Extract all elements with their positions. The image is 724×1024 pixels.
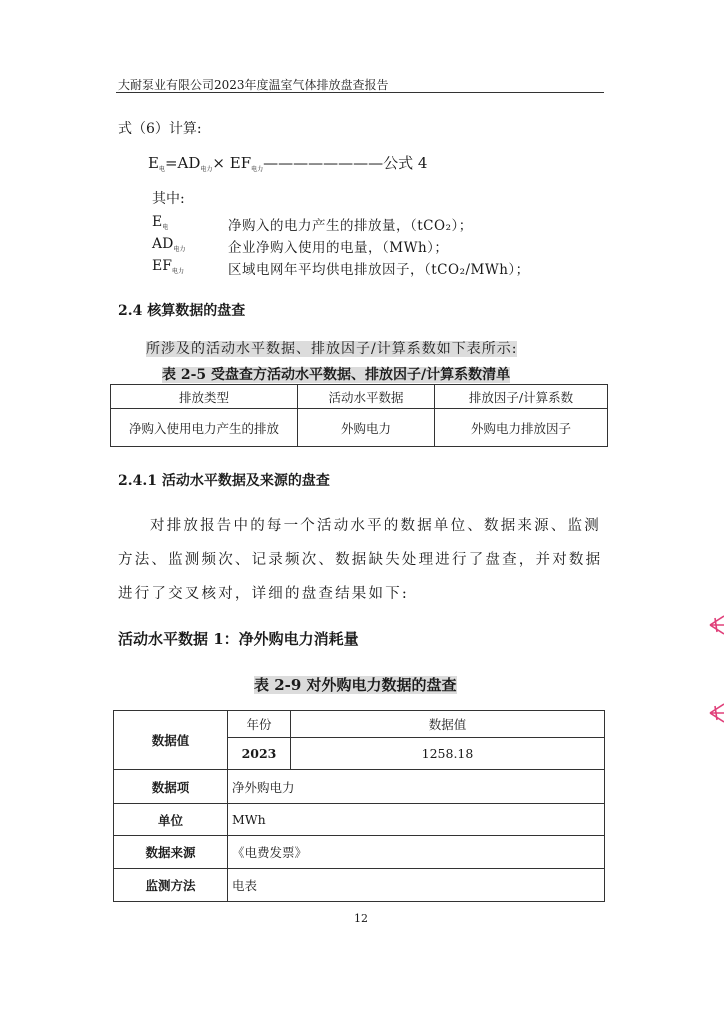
section-2-4-1-heading: 2.4.1 活动水平数据及来源的盘查: [118, 473, 330, 489]
section-2-4-intro: [146, 338, 517, 358]
row-label: 单位: [114, 804, 228, 836]
formula-e: E: [148, 154, 159, 172]
formula-ef-sub: 电力: [251, 166, 264, 173]
where-label: 其中:: [152, 191, 185, 207]
table-2-9-caption: [254, 674, 457, 695]
table-2-5-caption-text: 表 2-5 受盘查方活动水平数据、排放因子/计算系数清单: [162, 367, 511, 383]
header-title: 大耐泵业有限公司2023年度温室气体排放盘查报告: [118, 78, 389, 92]
table-2-5-header-cell: 排放因子/计算系数: [435, 385, 608, 409]
variable-e-desc: 净购入的电力产生的排放量，（tCO₂）；: [228, 218, 473, 234]
variable-e: [152, 214, 168, 231]
page-number: 12: [354, 912, 368, 925]
row-value: MWh: [228, 804, 605, 836]
variable-ef: [152, 258, 184, 275]
header-divider: [116, 92, 604, 93]
variable-ad-desc: 企业净购入使用的电量，（MWh）；: [228, 240, 449, 256]
table-2-9-row: [114, 836, 605, 869]
row-label: 数据项: [114, 770, 228, 804]
year-value: 2023: [228, 738, 291, 770]
table-2-5-header-cell: 排放类型: [111, 385, 298, 409]
table-2-9-caption-text: 表 2-9 对外购电力数据的盘查: [254, 676, 457, 694]
row-label: 监测方法: [114, 869, 228, 902]
value-header: 数据值: [291, 711, 605, 738]
formula-e-sub: 电: [158, 166, 165, 173]
table-2-5-row: [111, 409, 608, 447]
row-value: 《电费发票》: [228, 836, 605, 869]
row-label: 数据来源: [114, 836, 228, 869]
table-2-5-cell: 外购电力排放因子: [435, 409, 608, 447]
year-header: 年份: [228, 711, 291, 738]
paragraph-line: 进行了交叉核对，详细的盘查结果如下:: [118, 586, 409, 602]
table-2-5-header-cell: 活动水平数据: [298, 385, 435, 409]
table-2-9-row: [114, 770, 605, 804]
activity-data-1-heading: 活动水平数据 1：净外购电力消耗量: [118, 630, 359, 648]
variable-ef-name: EF: [152, 258, 172, 274]
data-value: 1258.18: [291, 738, 605, 770]
formula-label: 公式 4: [383, 154, 428, 172]
table-2-5-header-row: [111, 385, 608, 409]
table-2-9-row: [114, 711, 605, 738]
data-value-label: 数据值: [114, 711, 228, 770]
table-2-5-cell: 净购入使用电力产生的排放: [111, 409, 298, 447]
table-2-9: [113, 710, 605, 902]
paragraph-line: 对排放报告中的每一个活动水平的数据单位、数据来源、监测: [150, 518, 601, 534]
variable-ef-desc: 区域电网年平均供电排放因子，（tCO₂/MWh）；: [228, 262, 530, 278]
stamp-edge-mark-icon: [706, 612, 724, 638]
variable-ad-name: AD: [152, 236, 174, 252]
table-2-9-row: [114, 869, 605, 902]
table-2-5: [110, 384, 608, 447]
variable-ad-sub: 电力: [173, 246, 186, 253]
formula-eq-ad: =AD: [164, 154, 201, 172]
variable-e-name: E: [152, 214, 163, 230]
section-2-4-intro-text: 所涉及的活动水平数据、排放因子/计算系数如下表所示:: [146, 341, 518, 357]
table-2-5-caption: [162, 364, 510, 384]
section-2-4-heading: 2.4 核算数据的盘查: [118, 303, 246, 319]
variable-ef-sub: 电力: [171, 268, 184, 275]
row-value: 净外购电力: [228, 770, 605, 804]
variable-e-sub: 电: [162, 224, 169, 231]
table-2-5-cell: 外购电力: [298, 409, 435, 447]
formula-line: [148, 152, 427, 173]
formula-times-ef: × EF: [212, 154, 252, 172]
variable-ad: [152, 236, 185, 253]
row-value: 电表: [228, 869, 605, 902]
stamp-edge-mark-icon: [706, 700, 724, 726]
formula-intro: 式（6）计算:: [118, 121, 202, 137]
paragraph-line: 方法、监测频次、记录频次、数据缺失处理进行了盘查，并对数据: [118, 552, 603, 568]
formula-dashes: ————————: [263, 154, 384, 172]
table-2-9-row: [114, 804, 605, 836]
formula-ad-sub: 电力: [200, 166, 213, 173]
